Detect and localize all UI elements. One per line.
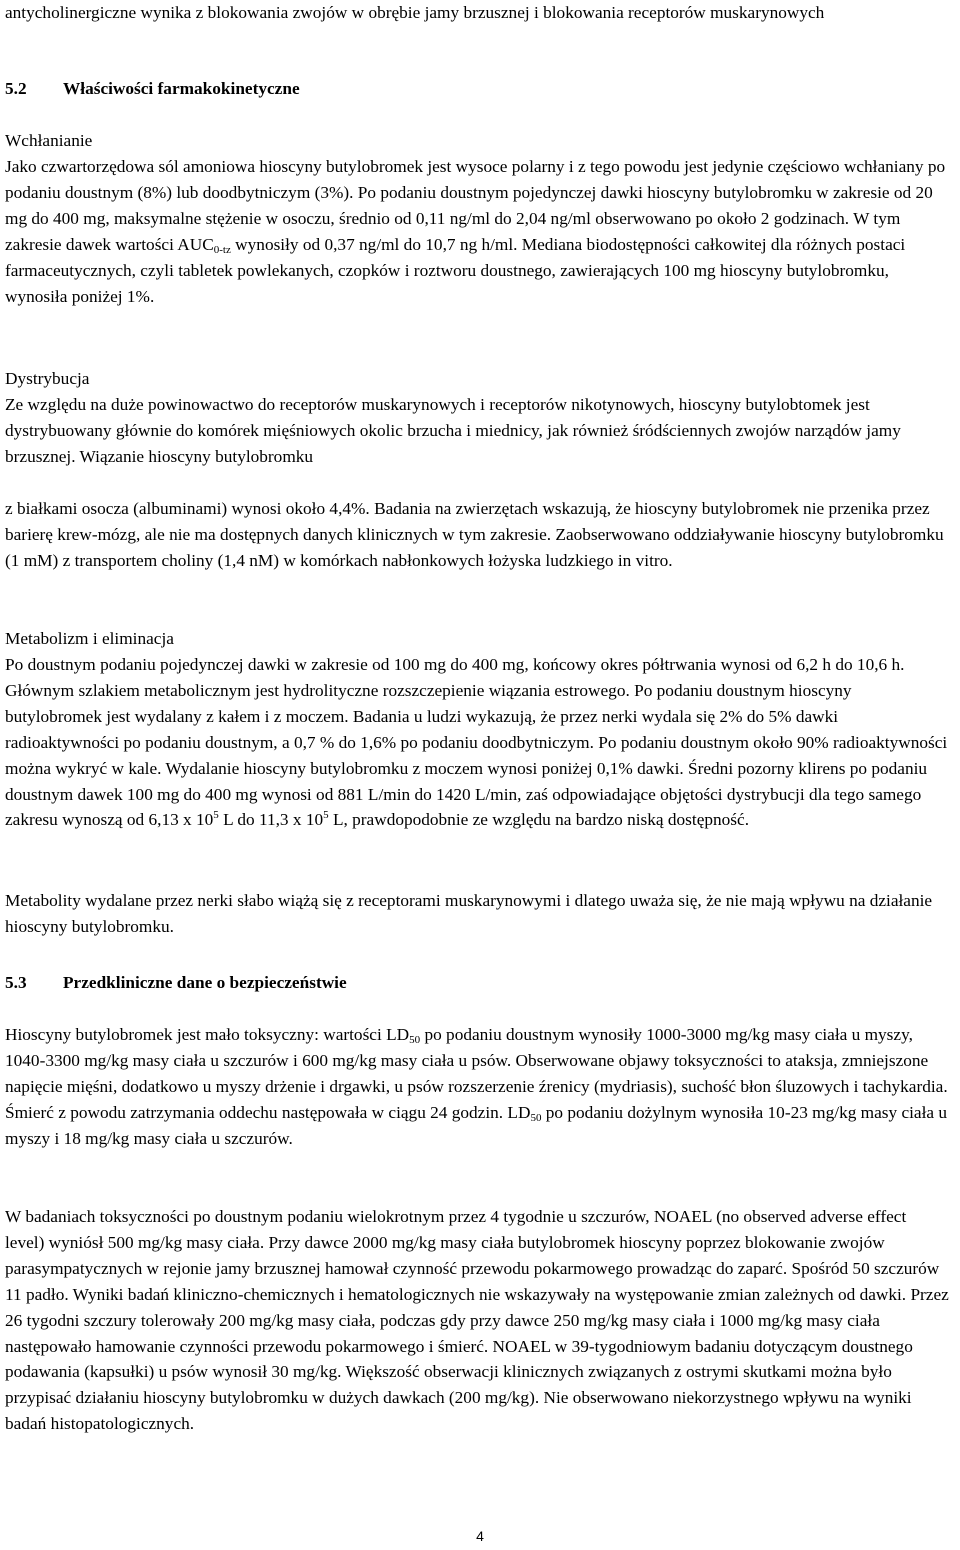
exponent-2: 5 (323, 809, 329, 822)
metabolism-text-3: L, prawdopodobnie ze względu na bardzo niską dostępność. (328, 810, 750, 830)
section-5-3-number: 5.3 (5, 973, 27, 992)
section-5-2-number: 5.2 (5, 79, 27, 98)
safety-paragraph-1 (5, 1022, 949, 1152)
section-5-3-heading (5, 970, 949, 996)
absorption-text-1: Jako czwartorzędowa sól amoniowa hioscyny butylobromek jest wysoce polarny i z tego powodu jest jedynie częściowo wchłaniany po podaniu doustnym (8%) lub doodbytniczym (3%). Po podaniu doustnym pojedynczej dawki hioscyny butylobromku w zakresie od 20 mg do 400 mg, maksymalne stężenie w osoczu, średnio od 0,11 ng/ml do 2,04 ng/ml obserwowano po około 2 godzinach. W tym zakresie dawek wartości AUC (5, 157, 946, 254)
safety-text-2: po podaniu doustnym wynosiły 1000-3000 mg/kg masy ciała u myszy, 1040-3300 mg/kg masy ciała u szczurów i 600 mg/kg masy ciała u psów. Obserwowane objawy toksyczności to ataksja, zmniejszone napięcie mięśni, dodatkowo u myszy drżenie i drgawki, u psów rozszerzenie źrenicy (mydriasis), suchość błon śluzowych i tachykardia. Śmierć z powodu zatrzymania oddechu następowała w ciągu 24 godzin. LD (5, 1025, 948, 1122)
metabolism-heading: Metabolizm i eliminacja (5, 629, 174, 648)
auc-subscript: 0-tz (213, 243, 231, 256)
page-number: 4 (476, 1528, 484, 1544)
section-5-3-title: Przedkliniczne dane o bezpieczeństwie (63, 973, 347, 992)
safety-text-3: po podaniu dożylnym wynosiła 10-23 mg/kg masy ciała u myszy i 18 mg/kg masy ciała u szczurów. (5, 1102, 948, 1148)
safety-paragraph-2: W badaniach toksyczności po doustnym podaniu wielokrotnym przez 4 tygodnie u szczurów, NOAEL (no observed adverse effect level) wyniósł 500 mg/kg masy ciała. Przy dawce 2000 mg/kg masy ciała butylobromek hioscyny poprzez blokowanie zwojów parasympatycznych w rejonie jamy brzusznej hamował czynność przewodu pokarmowego prowadząc do zaparć. Spośród 50 szczurów 11 padło. Wyniki badań kliniczno-chemicznych i hematologicznych nie wskazywały na występowanie zmian zależnych od dawki. Przez 26 tygodni szczury tolerowały 200 mg/kg masy ciała, podczas gdy przy dawce 250 mg/kg masy ciała i 1000 mg/kg masy ciała następowało hamowanie czynności przewodu pokarmowego i śmierć. NOAEL w 39-tygodniowym badaniu dotyczącym doustnego podawania (kapsułki) u psów wynosił 30 mg/kg. Większość obserwacji klinicznych związanych z ostrymi skutkami można było przypisać działaniu hioscyny butylobromku w dużych dawkach (200 mg/kg). Nie obserwowano niekorzystnego wpływu na wyniki badań histopatologicznych. (5, 1207, 949, 1434)
metabolism-paragraph-2: Metabolity wydalane przez nerki słabo wiążą się z receptorami muskarynowymi i dlatego uważa się, że nie mają wpływu na działanie hioscyny butylobromku. (5, 891, 933, 936)
exponent-1: 5 (213, 809, 219, 822)
intro-paragraph: antycholinergiczne wynika z blokowania zwojów w obrębie jamy brzusznej i blokowania receptorów muskarynowych (5, 3, 825, 22)
metabolism-text-1: Po doustnym podaniu pojedynczej dawki w zakresie od 100 mg do 400 mg, końcowy okres półtrwania wynosi od 6,2 h do 10,6 h. Głównym szlakiem metabolicznym jest hydrolityczne rozszczepienie wiązania estrowego. Po podaniu doustnym hioscyny butylobromek jest wydalany z kałem i z moczem. Badania u ludzi wykazują, że przez nerki wydala się 2% do 5% dawki radioaktywności po podaniu doustnym, a 0,7 % do 1,6% po podaniu doodbytniczym. Po podaniu doustnym około 90% radioaktywności można wykryć w kale. Wydalanie hioscyny butylobromku z moczem wynosi poniżej 0,1% dawki. Średni pozorny klirens po podaniu doustnym dawek 100 mg do 400 mg wynosi od 881 L/min do 1420 L/min, zaś odpowiadające objętości dystrybucji dla tego samego zakresu wynoszą od 6,13 x 10 (5, 655, 948, 830)
ld50-subscript-1: 50 (409, 1034, 421, 1046)
distribution-paragraph-1: Ze względu na duże powinowactwo do receptorów muskarynowych i receptorów nikotynowych, hioscyny butylobtomek jest dystrybuowany głównie do komórek mięśniowych okolic brzucha i miednicy, jak również śródściennych zwojów narządów jamy brzusznej. Wiązanie hioscyny butylobromku (5, 395, 901, 466)
ld50-subscript-2: 50 (530, 1111, 542, 1124)
safety-text-1: Hioscyny butylobromek jest mało toksyczny: wartości LD (5, 1025, 410, 1044)
distribution-heading: Dystrybucja (5, 369, 90, 388)
metabolism-paragraph (5, 652, 949, 833)
absorption-text-2: wynosiły od 0,37 ng/ml do 10,7 ng h/ml. Mediana biodostępności całkowitej dla różnych postaci farmaceutycznych, czyli tabletek powlekanych, czopków i roztworu doustnego, zawierających 100 mg hioscyny butylobromku, wynosiła poniżej 1%. (5, 234, 906, 306)
absorption-paragraph (5, 154, 949, 309)
absorption-heading: Wchłanianie (5, 131, 93, 150)
section-5-2-title: Właściwości farmakokinetyczne (63, 79, 300, 98)
section-5-2-heading (5, 76, 949, 102)
metabolism-text-2: L do 11,3 x 10 (218, 810, 324, 830)
distribution-paragraph-2: z białkami osocza (albuminami) wynosi około 4,4%. Badania na zwierzętach wskazują, że hioscyny butylobromek nie przenika przez barierę krew-mózg, ale nie ma dostępnych danych klinicznych w tym zakresie. Zaobserwowano oddziaływanie hioscyny butylobromku (1 mM) z transportem choliny (1,4 nM) w komórkach nabłonkowych łożyska ludzkiego in vitro. (5, 499, 944, 570)
